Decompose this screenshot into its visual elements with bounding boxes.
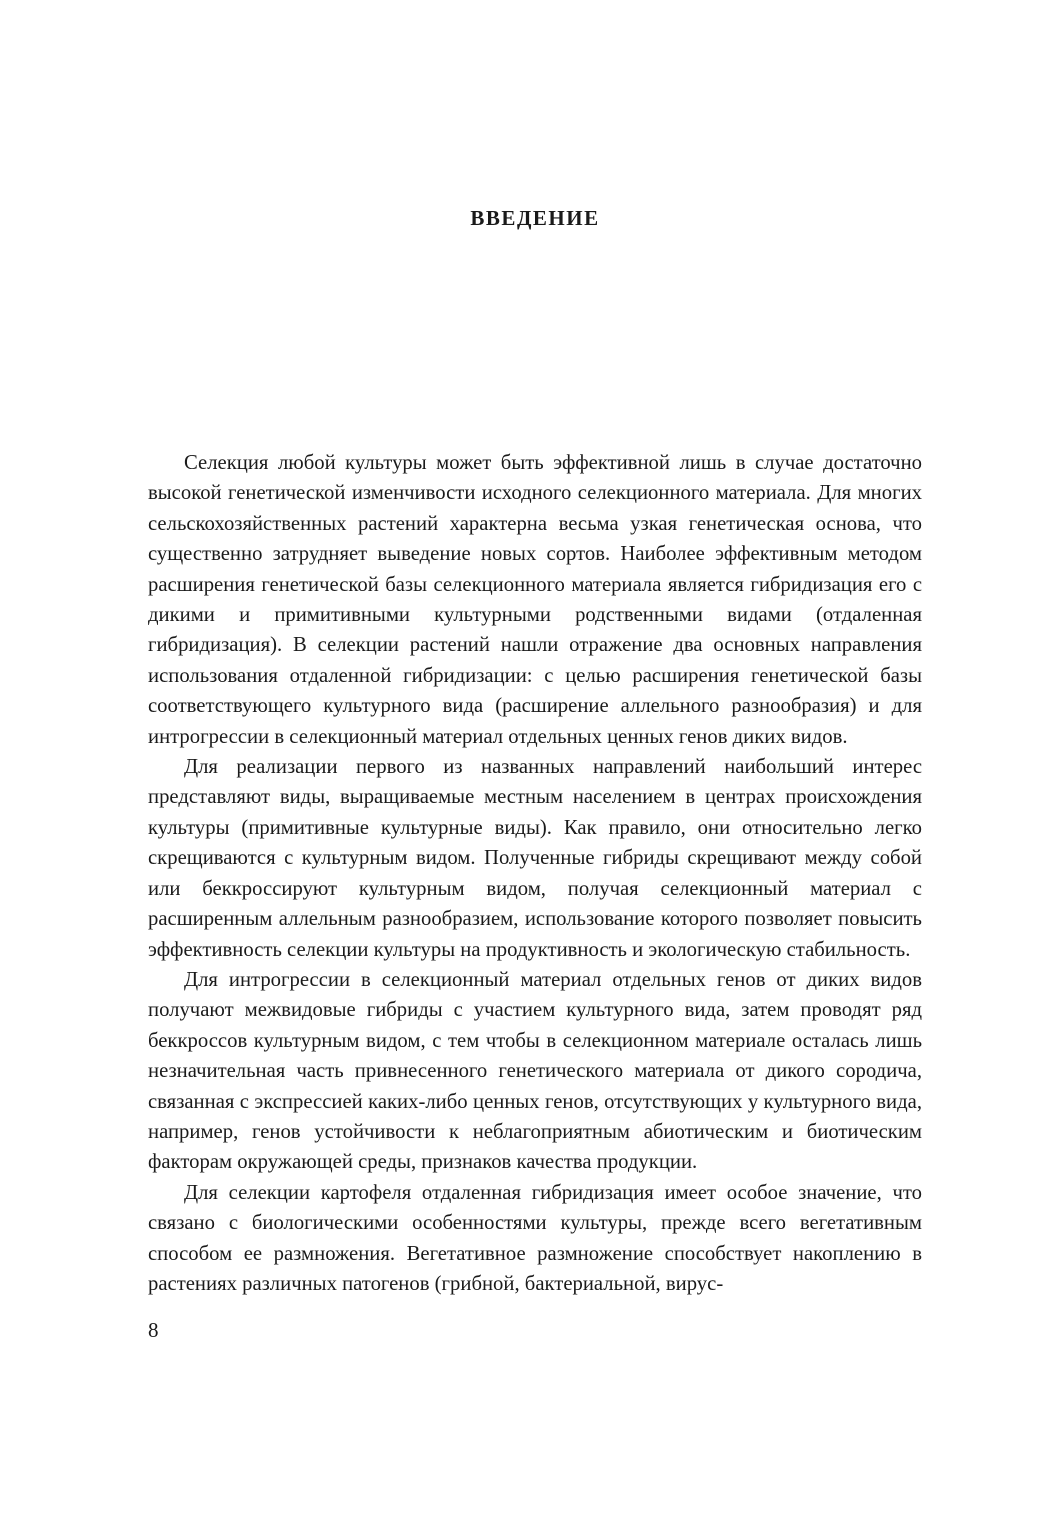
chapter-heading: ВВЕДЕНИЕ	[470, 206, 600, 230]
paragraph: Для интрогрессии в селекционный материал отдельных генов от диких видов получают межвидовые гибриды с участием культурного вида, затем проводят ряд беккроссов культурным видом, с тем чтобы в селекционном материале осталась лишь незначительная часть привнесенного генетического материала от дикого сородича, связанная с экспрессией каких-либо ценных генов, отсутствующих у культурного вида, например, генов устойчивости к неблагоприятным абиотическим и биотическим факторам окружающей среды, признаков качества продукции.	[148, 968, 922, 1174]
paragraph: Селекция любой культуры может быть эффективной лишь в случае достаточно высокой генетической изменчивости исходного селекционного материала. Для многих сельскохозяйственных растений характерна весьма узкая генетическая основа, что существенно затрудняет выведение новых сортов. Наиболее эффективным методом расширения генетической базы селекционного материала является гибридизация его с дикими и примитивными культурными родственными видами (отдаленная гибридизация). В селекции растений нашли отражение два основных направления использования отдаленной гибридизации: с целью расширения генетической базы соответствующего культурного вида (расширение аллельного разнообразия) и для интрогрессии в селекционный материал отдельных ценных генов диких видов.	[148, 452, 922, 748]
page-number: 8	[148, 1318, 159, 1342]
paragraph: Для селекции картофеля отдаленная гибридизация имеет особое значение, что связано с биологическими особенностями культуры, прежде всего вегетативным способом ее размножения. Вегетативное размножение способствует накоплению в растениях различных патогенов (грибной, бактериальной, вирус-	[148, 1181, 922, 1295]
paragraph: Для реализации первого из названных направлений наибольший интерес представляют виды, выращиваемые местным населением в центрах происхождения культуры (примитивные культурные виды). Как правило, они относительно легко скрещиваются с культурным видом. Полученные гибриды скрещивают между собой или беккроссируют культурным видом, получая селекционный материал с расширенным аллельным разнообразием, использование которого позволяет повысить эффективность селекции культуры на продуктивность и экологическую стабильность.	[148, 756, 922, 961]
body-text	[148, 448, 922, 1299]
